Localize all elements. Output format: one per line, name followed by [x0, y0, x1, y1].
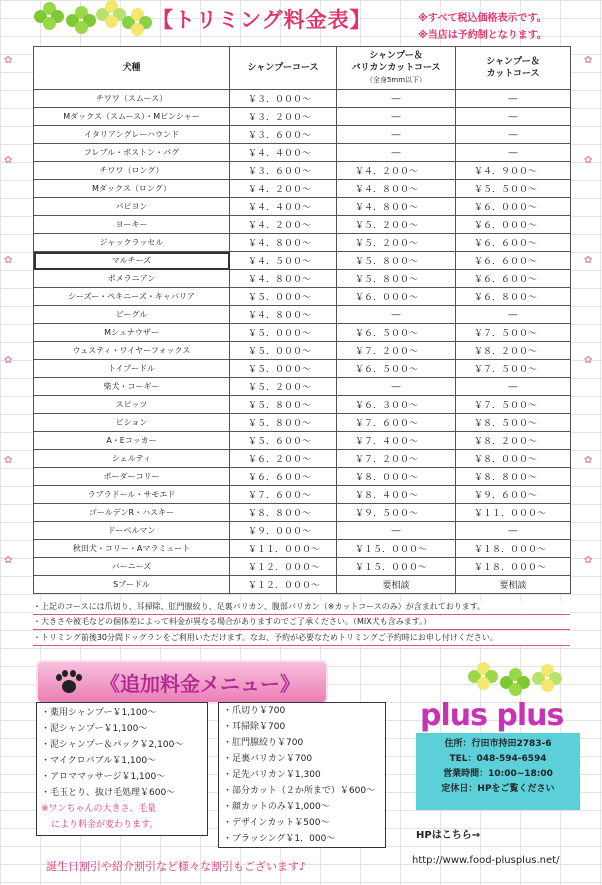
- table-row: [34, 180, 571, 198]
- breed-cell: パピヨン: [34, 198, 230, 216]
- table-header-row: [34, 47, 571, 90]
- breed-cell: Mダックス（ロング）: [34, 180, 230, 198]
- flower-deco-icon: ✿: [4, 555, 13, 566]
- price-cell: ￥１１．０００～: [230, 540, 337, 558]
- price-cell: ￥１８．０００～: [456, 540, 571, 558]
- breed-cell: チワワ（スムース）: [34, 90, 230, 108]
- shop-tel: TEL：048-594-6594: [449, 754, 547, 764]
- price-cell: ￥６．５００～: [337, 324, 456, 342]
- price-cell: ￥４．８００～: [337, 180, 456, 198]
- menu-item: ・爪切り￥700: [223, 706, 286, 716]
- breed-cell: ジャックラッセル: [34, 234, 230, 252]
- price-cell: ―: [337, 522, 456, 540]
- price-cell: ￥４．８００～: [337, 198, 456, 216]
- page-title: 【トリミング料金表】: [152, 8, 372, 32]
- menu-item: ・泥シャンプー＆パック￥2,100～: [41, 740, 184, 750]
- clover-icon: [468, 662, 498, 692]
- price-cell: ￥７．５００～: [456, 324, 571, 342]
- price-cell: ￥４．５００～: [230, 252, 337, 270]
- price-cell: ￥４．９００～: [456, 162, 571, 180]
- price-cell: ￥４．２００～: [230, 180, 337, 198]
- price-cell: ￥１５．０００～: [337, 540, 456, 558]
- table-row: [34, 126, 571, 144]
- price-cell: ―: [337, 378, 456, 396]
- clover-icon: [34, 2, 64, 32]
- menu-left-box: [36, 702, 208, 836]
- shop-address: 住所：行田市持田2783-6: [444, 739, 552, 749]
- size-note: により料金が変わります。: [51, 820, 159, 830]
- price-cell: ￥７．５００～: [456, 360, 571, 378]
- breed-cell: マルチーズ: [34, 252, 230, 270]
- shop-url-link[interactable]: http://www.food-plusplus.net/: [412, 855, 560, 866]
- price-cell: ￥６．５００～: [337, 360, 456, 378]
- menu-item: ・ブラッシング￥1．000～: [223, 834, 336, 844]
- breed-cell: ビション: [34, 414, 230, 432]
- menu-item: ・足裏バリカン￥700: [223, 754, 313, 764]
- price-cell: ￥６．３００～: [337, 396, 456, 414]
- price-cell: ―: [456, 108, 571, 126]
- breed-cell: Sプードル: [34, 576, 230, 594]
- price-cell: ￥１２．０００～: [230, 558, 337, 576]
- header-cut: シャンプー＆ カットコース: [456, 47, 571, 90]
- price-cell: ￥７．４００～: [337, 432, 456, 450]
- breed-cell: ラブラドール・サモエド: [34, 486, 230, 504]
- table-row: [34, 234, 571, 252]
- flower-deco-icon: ✿: [4, 455, 13, 466]
- breed-cell: ビーグル: [34, 306, 230, 324]
- price-table: [33, 46, 571, 594]
- breed-cell: スピッツ: [34, 396, 230, 414]
- price-cell: ￥６．６００～: [230, 468, 337, 486]
- price-cell: ￥８．０００～: [337, 468, 456, 486]
- flower-deco-icon: ✿: [584, 55, 593, 66]
- table-row: [34, 558, 571, 576]
- menu-item: ・薬用シャンプー￥1,100～: [41, 708, 157, 718]
- price-cell: ￥８．５００～: [456, 414, 571, 432]
- table-row: [34, 432, 571, 450]
- flower-deco-icon: ✿: [584, 255, 593, 266]
- price-cell: ￥３．６００～: [230, 162, 337, 180]
- shop-logo: plus plus: [420, 698, 564, 733]
- table-row: [34, 162, 571, 180]
- breed-cell: 柴犬・コーギー: [34, 378, 230, 396]
- hp-label: HPはこちら→: [416, 830, 481, 841]
- price-cell: ￥４．８００～: [230, 306, 337, 324]
- menu-item: ・アロママッサージ￥1,100～: [41, 772, 166, 782]
- menu-item: ・肛門腺絞り￥700: [223, 738, 304, 748]
- price-cell: ￥１２．０００～: [230, 576, 337, 594]
- price-cell: ￥７．２００～: [337, 450, 456, 468]
- price-cell: ￥８．２００～: [456, 432, 571, 450]
- breed-cell: ボーダーコリー: [34, 468, 230, 486]
- header-breed: 犬種: [34, 47, 230, 90]
- table-row: [34, 378, 571, 396]
- paw-icon: [56, 670, 82, 694]
- price-cell: ￥６．０００～: [456, 216, 571, 234]
- size-note: ※ワンちゃんの大きさ、毛量: [41, 804, 157, 814]
- breed-cell: ゴールデンR・ハスキー: [34, 504, 230, 522]
- table-row: [34, 396, 571, 414]
- price-cell: ￥５．２００～: [337, 216, 456, 234]
- breed-cell: チワワ（ロング）: [34, 162, 230, 180]
- price-cell: ￥５．５００～: [456, 180, 571, 198]
- price-cell: ￥５．８００～: [337, 270, 456, 288]
- price-cell: ￥６．２００～: [230, 450, 337, 468]
- shop-hours: 営業時間：10:00~18:00: [443, 769, 553, 779]
- price-cell: ￥８．８００～: [230, 504, 337, 522]
- breed-cell: ヨーキー: [34, 216, 230, 234]
- flower-deco-icon: ✿: [584, 355, 593, 366]
- price-cell: 要相談: [337, 576, 456, 594]
- breed-cell: Mシュナウザー: [34, 324, 230, 342]
- table-row: [34, 306, 571, 324]
- note-individual: ・大きさや被毛などの個体差によって料金が異なる場合がありますのでご了承ください。（MIX犬も含みます。）: [33, 616, 570, 630]
- breed-cell: トイプードル: [34, 360, 230, 378]
- shop-holiday: 定休日：HPをご覧ください: [441, 784, 555, 794]
- price-cell: ￥６．８００～: [456, 288, 571, 306]
- table-row: [34, 144, 571, 162]
- menu-item: ・デザインカット￥500～: [223, 818, 330, 828]
- clover-icon: [500, 668, 530, 698]
- table-row: [34, 450, 571, 468]
- flower-deco-icon: ✿: [584, 455, 593, 466]
- price-cell: ￥８．４００～: [337, 486, 456, 504]
- breed-cell: フレブル・ボストン・パグ: [34, 144, 230, 162]
- price-cell: ￥５．２００～: [337, 234, 456, 252]
- breed-cell: シーズー・ペキニーズ・キャバリア: [34, 288, 230, 306]
- table-row: [34, 522, 571, 540]
- price-cell: ￥４．８００～: [230, 270, 337, 288]
- breed-cell: A・Eコッカー: [34, 432, 230, 450]
- price-cell: ￥１１．０００～: [456, 504, 571, 522]
- price-cell: ―: [337, 126, 456, 144]
- table-row: [34, 342, 571, 360]
- price-cell: ￥３．６００～: [230, 126, 337, 144]
- price-cell: ￥５．０００～: [230, 324, 337, 342]
- price-cell: ￥１５．０００～: [337, 558, 456, 576]
- note-courses: ・上記のコースには爪切り、耳掃除、肛門腺絞り、足裏バリカン、腹部バリカン（※カットコースのみ）が含まれております。: [33, 601, 570, 615]
- header-shampoo: シャンプーコース: [230, 47, 337, 90]
- price-cell: ￥４．２００～: [230, 216, 337, 234]
- price-cell: ￥８．０００～: [456, 450, 571, 468]
- table-row: [34, 252, 571, 270]
- price-cell: ￥５．８００～: [230, 414, 337, 432]
- flower-deco-icon: ✿: [584, 155, 593, 166]
- price-cell: ―: [456, 306, 571, 324]
- breed-cell: ポメラニアン: [34, 270, 230, 288]
- price-cell: ￥６．０００～: [456, 198, 571, 216]
- flower-deco-icon: ✿: [4, 355, 13, 366]
- menu-item: ・マイクロバブル￥1,100～: [41, 756, 157, 766]
- table-row: [34, 486, 571, 504]
- flower-deco-icon: ✿: [4, 255, 13, 266]
- price-cell: ―: [337, 144, 456, 162]
- additional-menu-banner: [36, 660, 328, 704]
- price-cell: ￥５．０００～: [230, 342, 337, 360]
- table-row: [34, 288, 571, 306]
- shop-info-box: [416, 733, 580, 810]
- flower-deco-icon: ✿: [4, 155, 13, 166]
- price-cell: ―: [337, 90, 456, 108]
- price-cell: ￥８．８００～: [456, 468, 571, 486]
- breed-cell: シェルティ: [34, 450, 230, 468]
- price-cell: ―: [456, 126, 571, 144]
- table-row: [34, 90, 571, 108]
- price-cell: ￥５．０００～: [230, 288, 337, 306]
- table-row: [34, 324, 571, 342]
- table-row: [34, 270, 571, 288]
- price-cell: ￥６．６００～: [456, 252, 571, 270]
- table-row: [34, 576, 571, 594]
- price-cell: ￥５．８００～: [230, 396, 337, 414]
- menu-item: ・泥シャンプー￥1,100～: [41, 724, 148, 734]
- price-cell: ￥７．６００～: [337, 414, 456, 432]
- price-cell: ￥９．０００～: [230, 522, 337, 540]
- menu-title: 《追加料金メニュー》: [100, 672, 300, 696]
- price-cell: ￥６．０００～: [337, 288, 456, 306]
- price-cell: ￥３．２００～: [230, 108, 337, 126]
- header-clipper: シャンプー＆ バリカンカットコース （全身5mm以下）: [337, 47, 456, 90]
- menu-item: ・耳掃除￥700: [223, 722, 286, 732]
- price-cell: ￥７．６００～: [230, 486, 337, 504]
- breed-cell: ウェスティ・ワイヤーフォックス: [34, 342, 230, 360]
- price-cell: ￥７．２００～: [337, 342, 456, 360]
- price-cell: ￥４．４００～: [230, 198, 337, 216]
- note-dogrun: ・トリミング前後30分間ドッグランをご利用いただけます。なお、予約が必要なためトリミングご予約時にお申し付けください。: [33, 632, 570, 646]
- table-row: [34, 540, 571, 558]
- breed-cell: Mダックス（スムース）・Mピンシャー: [34, 108, 230, 126]
- menu-item: ・足先バリカン￥1,300: [223, 770, 321, 780]
- flower-icon: [122, 8, 152, 38]
- price-cell: ￥５．０００～: [230, 360, 337, 378]
- price-cell: ―: [456, 144, 571, 162]
- price-cell: ￥３．０００～: [230, 90, 337, 108]
- price-cell: ￥４．８００～: [230, 234, 337, 252]
- price-cell: ￥５．２００～: [230, 378, 337, 396]
- flower-deco-icon: ✿: [584, 555, 593, 566]
- price-cell: ￥５．８００～: [337, 252, 456, 270]
- price-cell: ￥９．６００～: [456, 486, 571, 504]
- price-cell: ―: [456, 90, 571, 108]
- breed-cell: バーニーズ: [34, 558, 230, 576]
- price-cell: ￥６．６００～: [456, 270, 571, 288]
- clover-icon: [532, 664, 562, 694]
- table-row: [34, 504, 571, 522]
- table-row: [34, 468, 571, 486]
- price-cell: ―: [337, 108, 456, 126]
- breed-cell: 秋田犬・コリー・Aマラミュート: [34, 540, 230, 558]
- price-cell: ￥８．２００～: [456, 342, 571, 360]
- price-cell: ￥５．６００～: [230, 432, 337, 450]
- flower-deco-icon: ✿: [4, 55, 13, 66]
- price-cell: ―: [337, 306, 456, 324]
- reservation-note: ※当店は予約制となります。: [418, 30, 547, 41]
- table-row: [34, 198, 571, 216]
- menu-item: ・顔カットのみ￥1,000～: [223, 802, 330, 812]
- breed-cell: ドーベルマン: [34, 522, 230, 540]
- price-cell: ￥４．４００～: [230, 144, 337, 162]
- price-cell: ―: [456, 378, 571, 396]
- price-cell: ―: [456, 522, 571, 540]
- price-cell: ￥１８．０００～: [456, 558, 571, 576]
- table-row: [34, 216, 571, 234]
- price-cell: ￥４．２００～: [337, 162, 456, 180]
- discount-note: 誕生日割引や紹介割引など様々な割引もございます♪: [46, 860, 307, 873]
- menu-item: ・部分カット（２か所まで）￥600～: [223, 786, 376, 796]
- table-row: [34, 108, 571, 126]
- menu-item: ・毛玉とり、抜け毛処理￥600～: [41, 788, 176, 798]
- price-cell: ￥６．６００～: [456, 234, 571, 252]
- breed-cell: イタリアングレーハウンド: [34, 126, 230, 144]
- table-row: [34, 414, 571, 432]
- table-row: [34, 360, 571, 378]
- menu-right-box: [218, 702, 386, 848]
- price-cell: ￥７．５００～: [456, 396, 571, 414]
- clover-icon: [66, 6, 96, 36]
- price-cell: ￥９．５００～: [337, 504, 456, 522]
- tax-note: ※すべて税込価格表示です。: [418, 13, 547, 24]
- price-cell: 要相談: [456, 576, 571, 594]
